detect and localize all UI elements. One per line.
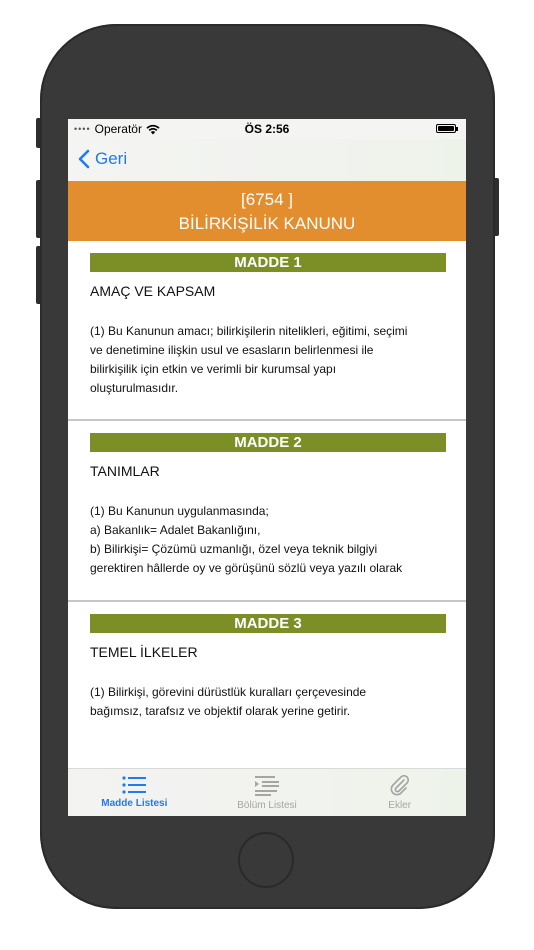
article-body-line: (1) Bilirkişi, görevini dürüstlük kuralları çerçevesinde bbox=[90, 685, 367, 699]
battery-icon bbox=[436, 124, 456, 133]
section-list-icon bbox=[254, 775, 280, 797]
law-number: [6754 ] bbox=[241, 190, 293, 209]
tab-bolum-listesi[interactable] bbox=[201, 769, 334, 816]
chevron-left-icon bbox=[78, 149, 90, 169]
paperclip-icon bbox=[389, 775, 411, 797]
back-button[interactable] bbox=[78, 149, 127, 169]
article-title: TEMEL İLKELER bbox=[90, 644, 198, 660]
article-item[interactable] bbox=[68, 253, 466, 421]
home-button bbox=[238, 832, 294, 888]
article-body-line: oluşturulmasıdır. bbox=[90, 381, 179, 395]
carrier-name: Operatör bbox=[94, 122, 142, 136]
app-screen bbox=[68, 119, 466, 816]
status-time: ÖS 2:56 bbox=[244, 122, 290, 136]
tab-ekler[interactable] bbox=[333, 769, 466, 816]
law-header bbox=[68, 181, 466, 241]
article-list[interactable] bbox=[68, 241, 466, 768]
article-title: AMAÇ VE KAPSAM bbox=[90, 283, 216, 299]
article-body-line: b) Bilirkişi= Çözümü uzmanlığı, özel veya teknik bilgiyi bbox=[90, 542, 378, 556]
tab-bar bbox=[68, 768, 466, 816]
tab-madde-listesi[interactable] bbox=[68, 769, 201, 816]
article-body-line: ve denetimine ilişkin usul ve esasların belirlenmesi ile bbox=[90, 343, 374, 357]
back-label: Geri bbox=[95, 149, 128, 168]
article-body-line: bilirkişilik için etkin ve verimli bir kurumsal yapı bbox=[90, 362, 337, 376]
article-label: MADDE 3 bbox=[90, 614, 446, 633]
tab-label: Madde Listesi bbox=[101, 798, 168, 809]
article-body-line: (1) Bu Kanunun amacı; bilirkişilerin nitelikleri, eğitimi, seçimi bbox=[90, 324, 408, 338]
article-item[interactable] bbox=[68, 614, 466, 768]
article-title: TANIMLAR bbox=[90, 463, 160, 479]
signal-dots-icon: •••• bbox=[74, 124, 91, 134]
article-label: MADDE 1 bbox=[90, 253, 446, 272]
article-body bbox=[90, 683, 448, 721]
navigation-bar bbox=[68, 139, 466, 181]
article-label: MADDE 2 bbox=[90, 433, 446, 452]
list-icon bbox=[122, 775, 146, 795]
article-body-line: bağımsız, tarafsız ve objektif olarak yerine getirir. bbox=[90, 704, 351, 718]
tab-label: Ekler bbox=[388, 800, 412, 811]
law-title: BİLİRKİŞİLİK KANUNU bbox=[178, 214, 356, 233]
article-body-line: (1) Bu Kanunun uygulanmasında; bbox=[90, 504, 269, 518]
article-body bbox=[90, 322, 448, 398]
article-body-line: gerektiren hâllerde oy ve görüşünü sözlü veya yazılı olarak bbox=[90, 561, 403, 575]
tab-label: Bölüm Listesi bbox=[237, 800, 297, 811]
article-body-line: a) Bakanlık= Adalet Bakanlığını, bbox=[90, 523, 261, 537]
article-item[interactable] bbox=[68, 433, 466, 602]
status-bar bbox=[68, 119, 466, 139]
article-body bbox=[90, 502, 448, 578]
